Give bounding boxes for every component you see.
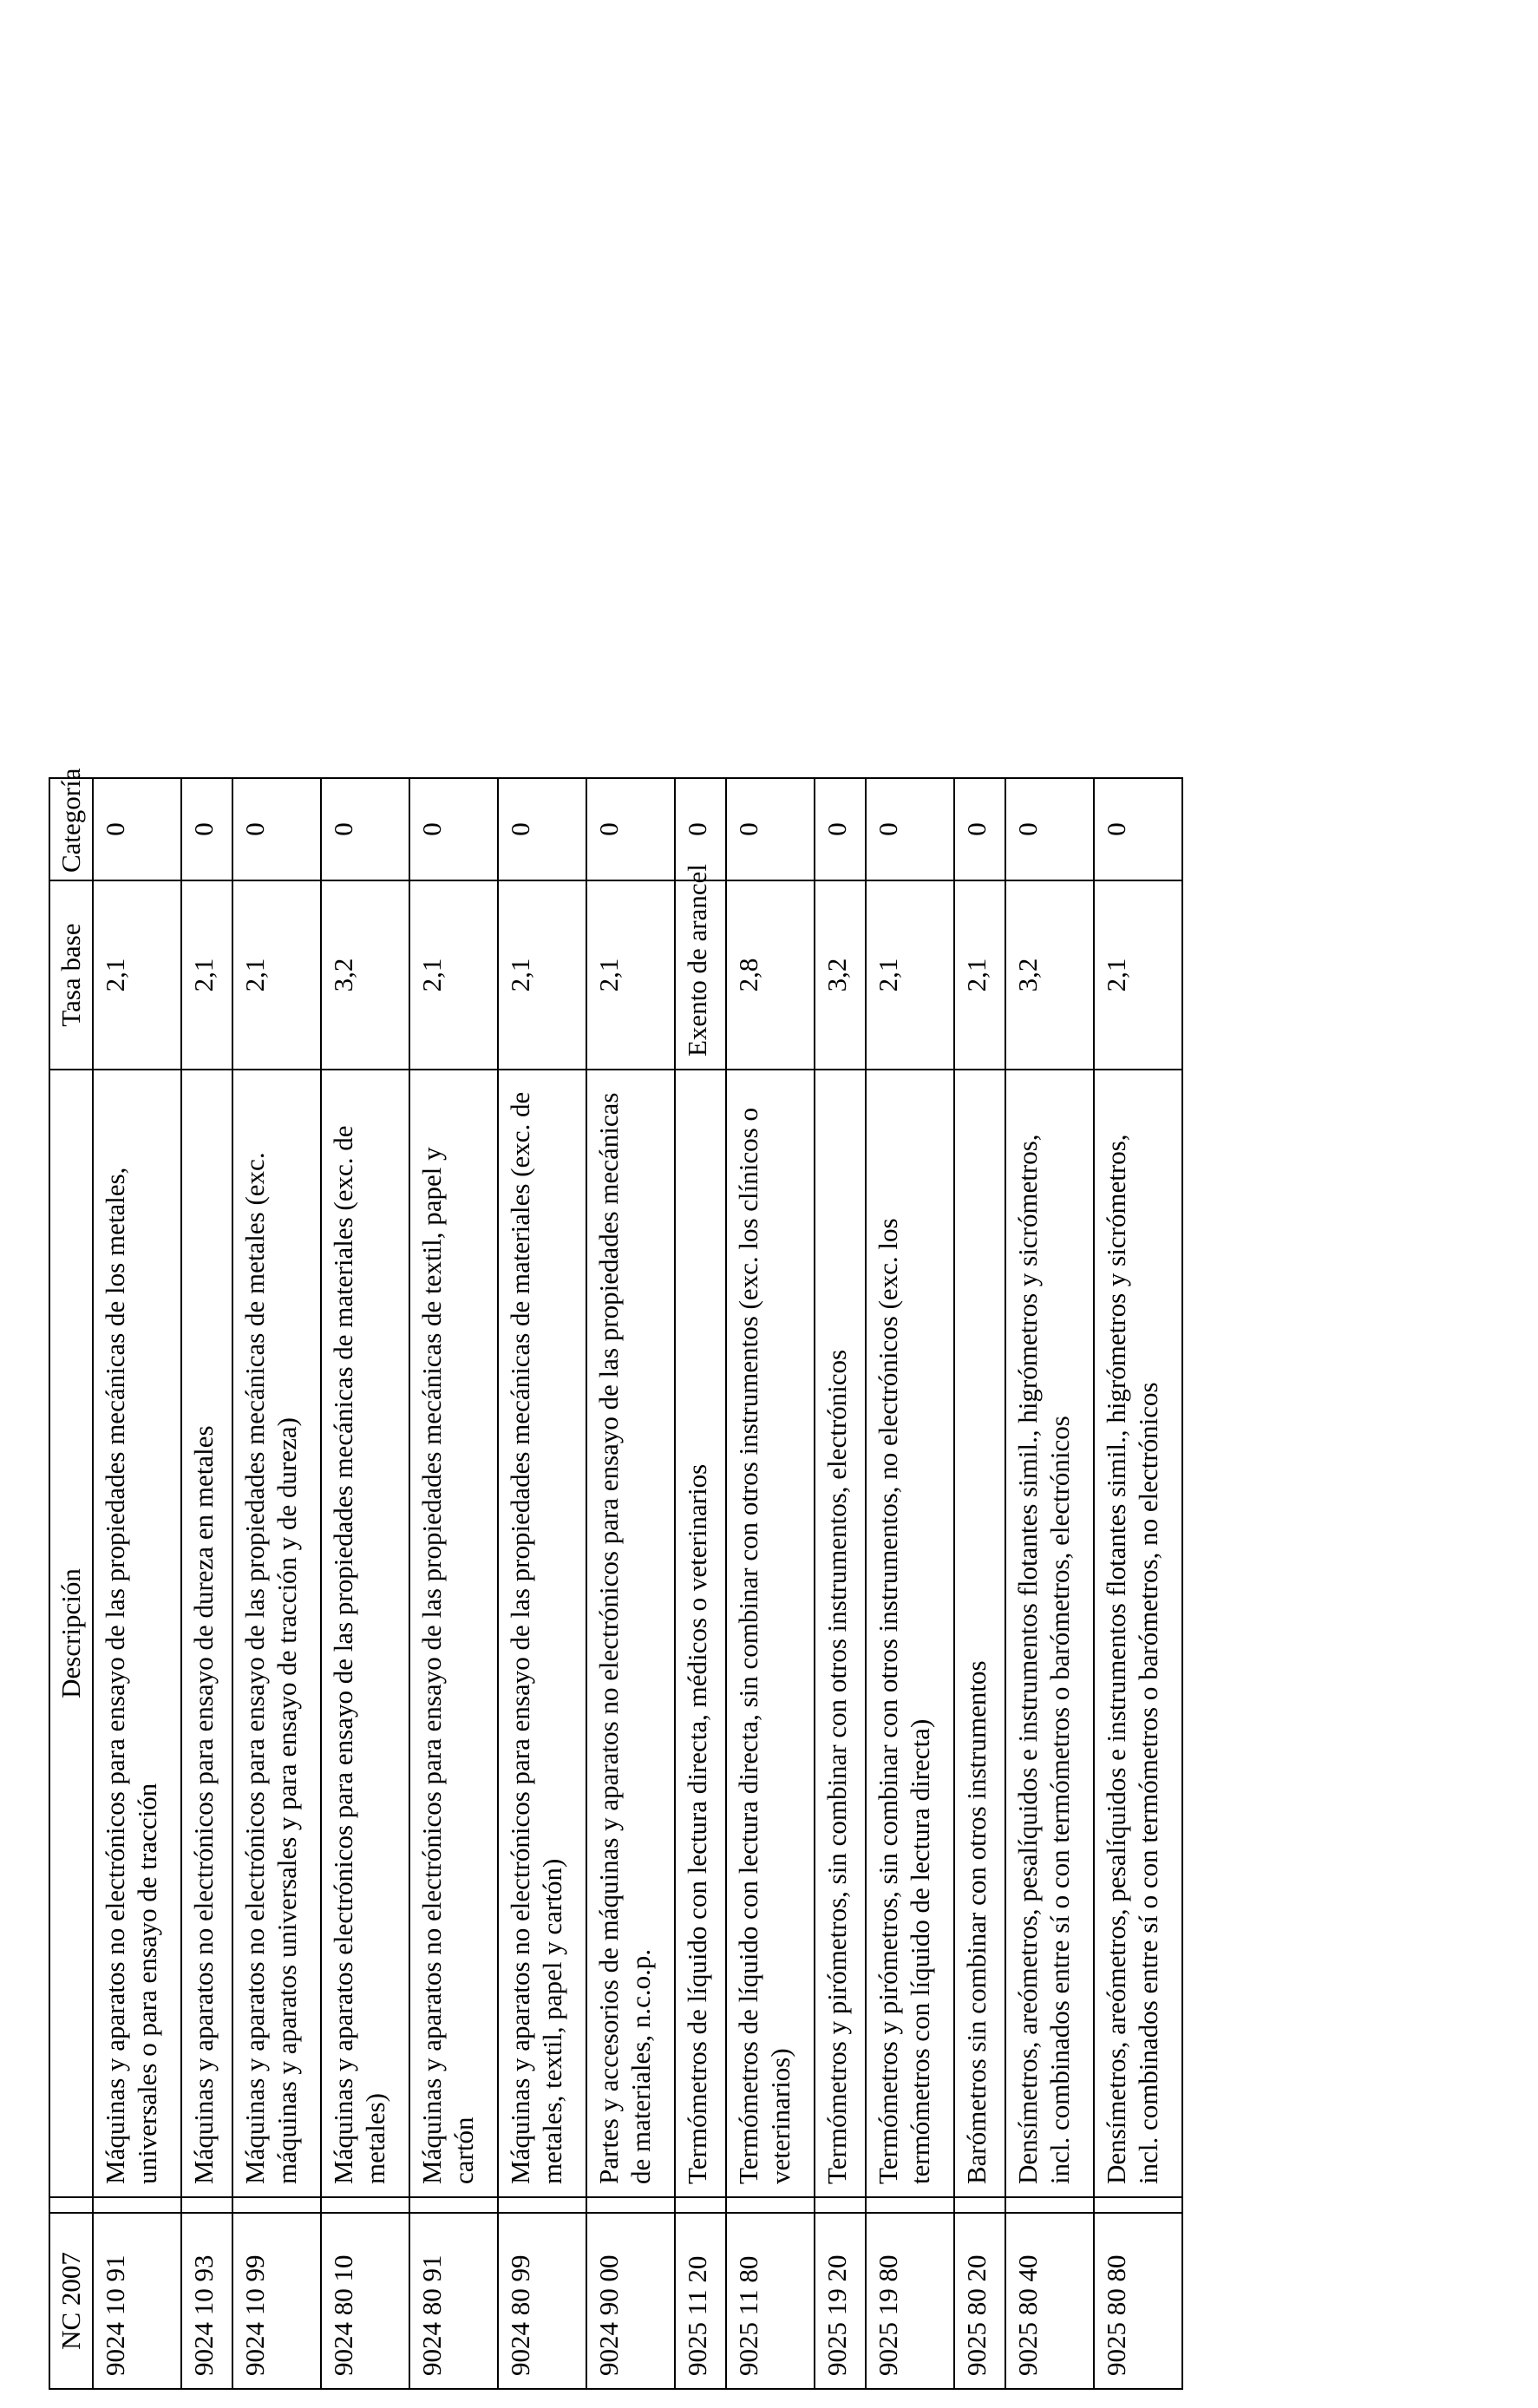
cell-description: Partes y accesorios de máquinas y aparatos no electrónicos para ensayo de las propiedades mecánicas de materiales, n.c.o.p. [586, 1070, 675, 2197]
cell-description: Termómetros de líquido con lectura directa, sin combinar con otros instrumentos (exc. los clínicos o veterinarios) [726, 1070, 815, 2197]
table-row [93, 19, 181, 2389]
cell-blank [586, 19, 675, 778]
cell-blank [409, 19, 498, 778]
table-row [181, 19, 232, 2389]
table-row [232, 19, 321, 2389]
table-row [954, 19, 1005, 2389]
cell-rate: Exento de arancel [675, 880, 726, 1070]
cell-rate: 2,1 [954, 880, 1005, 1070]
cell-spacer [498, 2197, 586, 2213]
table-row [815, 19, 866, 2389]
cell-blank [1094, 19, 1182, 778]
cell-rate: 2,1 [498, 880, 586, 1070]
cell-description: Máquinas y aparatos no electrónicos para ensayo de las propiedades mecánicas de los metales, universales o para ensayo de tracción [93, 1070, 181, 2197]
cell-spacer [954, 2197, 1005, 2213]
cell-blank [726, 19, 815, 778]
cell-description: Máquinas y aparatos no electrónicos para ensayo de las propiedades mecánicas de materiales (exc. de metales, textil, papel y cartón) [498, 1070, 586, 2197]
cell-nc: 9024 90 00 [586, 2213, 675, 2389]
table-header-row [49, 19, 93, 2389]
cell-category: 0 [866, 778, 954, 880]
cell-blank [815, 19, 866, 778]
cell-blank [498, 19, 586, 778]
cell-blank [954, 19, 1005, 778]
cell-nc: 9024 80 10 [321, 2213, 409, 2389]
table-row [866, 19, 954, 2389]
cell-nc: 9025 19 20 [815, 2213, 866, 2389]
tariff-table [49, 18, 1183, 2390]
header-rate: Tasa base [49, 880, 93, 1070]
cell-blank [866, 19, 954, 778]
cell-spacer [586, 2197, 675, 2213]
cell-spacer [866, 2197, 954, 2213]
table-row [1094, 19, 1182, 2389]
cell-nc: 9025 19 80 [866, 2213, 954, 2389]
table-row [498, 19, 586, 2389]
cell-rate: 2,1 [1094, 880, 1182, 1070]
cell-nc: 9025 80 40 [1005, 2213, 1094, 2389]
header-nc: NC 2007 [49, 2213, 93, 2389]
cell-category: 0 [586, 778, 675, 880]
cell-rate: 2,8 [726, 880, 815, 1070]
cell-category: 0 [1094, 778, 1182, 880]
table-row [1005, 19, 1094, 2389]
cell-category: 0 [321, 778, 409, 880]
cell-spacer [815, 2197, 866, 2213]
cell-spacer [181, 2197, 232, 2213]
table-row [726, 19, 815, 2389]
cell-spacer [232, 2197, 321, 2213]
table-row [409, 19, 498, 2389]
cell-description: Máquinas y aparatos no electrónicos para ensayo de las propiedades mecánicas de textil, papel y cartón [409, 1070, 498, 2197]
cell-nc: 9024 10 93 [181, 2213, 232, 2389]
cell-blank [181, 19, 232, 778]
table-row [586, 19, 675, 2389]
cell-description: Máquinas y aparatos electrónicos para ensayo de las propiedades mecánicas de materiales (exc. de metales) [321, 1070, 409, 2197]
cell-category: 0 [93, 778, 181, 880]
cell-nc: 9024 10 91 [93, 2213, 181, 2389]
cell-blank [675, 19, 726, 778]
cell-nc: 9024 80 91 [409, 2213, 498, 2389]
cell-category: 0 [954, 778, 1005, 880]
cell-nc: 9025 11 80 [726, 2213, 815, 2389]
cell-blank [232, 19, 321, 778]
cell-rate: 2,1 [232, 880, 321, 1070]
cell-rate: 2,1 [181, 880, 232, 1070]
cell-description: Termómetros y pirómetros, sin combinar con otros instrumentos, electrónicos [815, 1070, 866, 2197]
cell-description: Máquinas y aparatos no electrónicos para ensayo de las propiedades mecánicas de metales (exc. máquinas y aparatos universales y para ensayo de tracción y de dureza) [232, 1070, 321, 2197]
cell-category: 0 [1005, 778, 1094, 880]
table-row [321, 19, 409, 2389]
cell-rate: 2,1 [586, 880, 675, 1070]
cell-description: Densímetros, areómetros, pesalíquidos e instrumentos flotantes simil., higrómetros y sicrómetros, incl. combinados entre sí o con termómetros o barómetros, electrónicos [1005, 1070, 1094, 2197]
cell-category: 0 [675, 778, 726, 880]
cell-spacer [93, 2197, 181, 2213]
cell-nc: 9024 80 99 [498, 2213, 586, 2389]
cell-nc: 9025 11 20 [675, 2213, 726, 2389]
header-description: Descripción [49, 1070, 93, 2197]
table-row [675, 19, 726, 2389]
cell-nc: 9024 10 99 [232, 2213, 321, 2389]
cell-blank [1005, 19, 1094, 778]
cell-rate: 3,2 [815, 880, 866, 1070]
cell-rate: 3,2 [321, 880, 409, 1070]
cell-description: Termómetros de líquido con lectura directa, médicos o veterinarios [675, 1070, 726, 2197]
cell-spacer [726, 2197, 815, 2213]
cell-category: 0 [232, 778, 321, 880]
header-spacer [49, 2197, 93, 2213]
cell-rate: 2,1 [866, 880, 954, 1070]
cell-rate: 2,1 [409, 880, 498, 1070]
cell-category: 0 [726, 778, 815, 880]
cell-description: Máquinas y aparatos no electrónicos para ensayo de dureza en metales [181, 1070, 232, 2197]
cell-category: 0 [409, 778, 498, 880]
cell-category: 0 [181, 778, 232, 880]
header-category: Categoría [49, 778, 93, 880]
cell-blank [93, 19, 181, 778]
cell-nc: 9025 80 80 [1094, 2213, 1182, 2389]
cell-blank [321, 19, 409, 778]
cell-description: Barómetros sin combinar con otros instrumentos [954, 1070, 1005, 2197]
cell-rate: 2,1 [93, 880, 181, 1070]
cell-rate: 3,2 [1005, 880, 1094, 1070]
table-body [93, 19, 1182, 2389]
cell-spacer [409, 2197, 498, 2213]
cell-nc: 9025 80 20 [954, 2213, 1005, 2389]
cell-spacer [675, 2197, 726, 2213]
cell-spacer [321, 2197, 409, 2213]
cell-spacer [1094, 2197, 1182, 2213]
cell-spacer [1005, 2197, 1094, 2213]
header-blank [49, 19, 93, 778]
cell-category: 0 [498, 778, 586, 880]
tariff-table-rotated [49, 20, 1183, 2390]
cell-category: 0 [815, 778, 866, 880]
cell-description: Termómetros y pirómetros, sin combinar con otros instrumentos, no electrónicos (exc. los termómetros con líquido de lectura directa) [866, 1070, 954, 2197]
cell-description: Densímetros, areómetros, pesalíquidos e instrumentos flotantes simil., higrómetros y sicrómetros, incl. combinados entre sí o con termómetros o barómetros, no electrónicos [1094, 1070, 1182, 2197]
